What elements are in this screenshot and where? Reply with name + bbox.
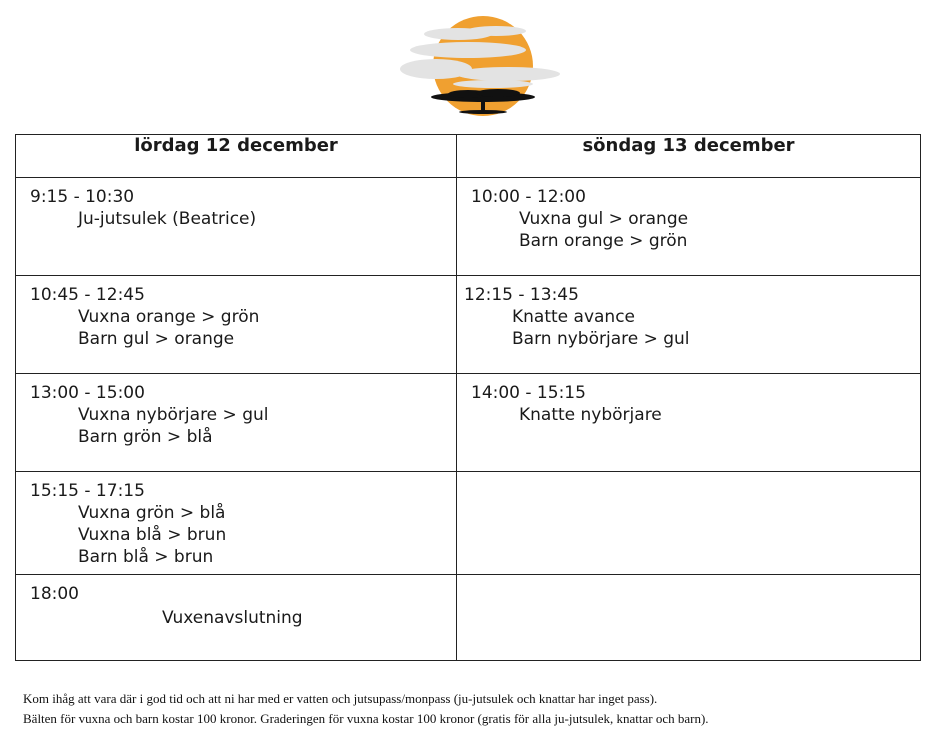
sun-logo-icon [398, 14, 564, 118]
slot-activity: Knatte nybörjare [519, 405, 662, 425]
slot-time: 14:00 - 15:15 [471, 383, 586, 403]
slot-activity: Barn grön > blå [78, 427, 213, 447]
slot-activity: Vuxna blå > brun [78, 525, 227, 545]
schedule-slot-sat-1 [16, 178, 457, 276]
note-line: Bälten för vuxna och barn kostar 100 kronor. Graderingen för vuxna kostar 100 kronor (gratis för alla ju-jutsulek, knattar och barn). [23, 711, 709, 726]
schedule-slot-sat-3 [16, 374, 457, 472]
slot-activity: Vuxna nybörjare > gul [78, 405, 269, 425]
slot-activity: Vuxna orange > grön [78, 307, 260, 327]
slot-activity: Barn gul > orange [78, 329, 235, 349]
schedule-table [15, 134, 921, 661]
slot-activity: Vuxna gul > orange [519, 209, 689, 229]
slot-time: 15:15 - 17:15 [30, 481, 145, 501]
slot-activity: Vuxenavslutning [162, 608, 303, 628]
schedule-slot-sat-5 [16, 575, 457, 661]
slot-activity: Ju-jutsulek (Beatrice) [78, 209, 257, 229]
slot-activity: Vuxna grön > blå [78, 503, 226, 523]
schedule-slot-sun-empty-2 [457, 575, 921, 661]
schedule-slot-sun-1 [457, 178, 921, 276]
slot-time: 13:00 - 15:00 [30, 383, 145, 403]
slot-activity: Barn blå > brun [78, 547, 214, 567]
slot-time: 10:45 - 12:45 [30, 285, 145, 305]
slot-time: 12:15 - 13:45 [464, 285, 579, 305]
schedule-slot-sat-2 [16, 276, 457, 374]
footer-notes [23, 689, 709, 729]
slot-activity: Barn orange > grön [519, 231, 688, 251]
slot-time: 9:15 - 10:30 [30, 187, 135, 207]
schedule-slot-sat-4 [16, 472, 457, 575]
slot-time: 10:00 - 12:00 [471, 187, 586, 207]
schedule-slot-sun-3 [457, 374, 921, 472]
day-header-sunday: söndag 13 december [457, 135, 921, 178]
slot-activity: Knatte avance [512, 307, 636, 327]
schedule-slot-sun-empty-1 [457, 472, 921, 575]
slot-time: 18:00 [30, 584, 79, 604]
schedule-slot-sun-2 [457, 276, 921, 374]
slot-activity: Barn nybörjare > gul [512, 329, 690, 349]
day-header-saturday: lördag 12 december [16, 135, 457, 178]
note-line: Kom ihåg att vara där i god tid och att ni har med er vatten och jutsupass/monpass (ju-jutsulek och knattar har inget pass). [23, 691, 658, 706]
